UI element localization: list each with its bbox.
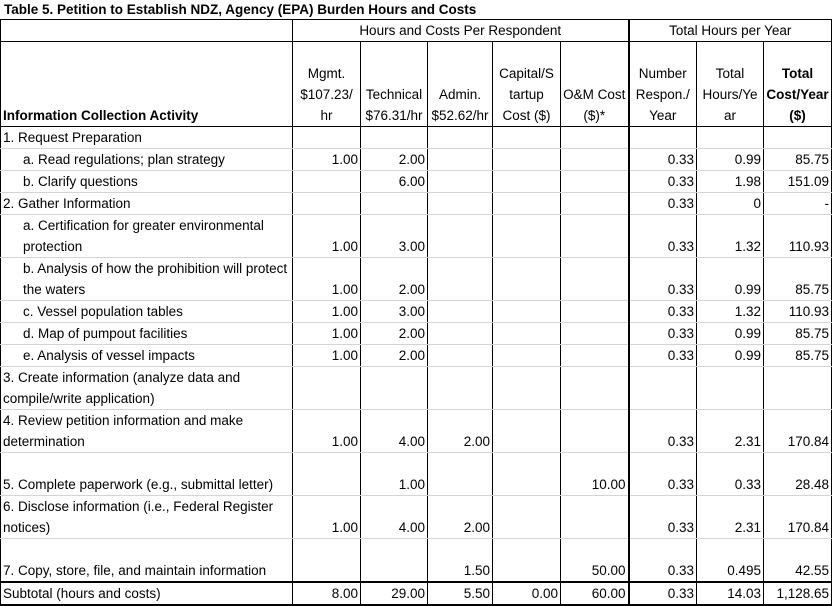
cell-total-cost: - [764, 193, 832, 215]
cell-activity: b. Analysis of how the prohibition will protect the waters [1, 258, 293, 301]
cell-capital [493, 171, 561, 193]
cell-capital [493, 496, 561, 539]
cell-total-hours: 0.99 [697, 345, 764, 367]
cell-number: 0.33 [629, 258, 697, 301]
cell-total-hours: 0.99 [697, 258, 764, 301]
cell-total-cost: 42.55 [764, 539, 832, 583]
cell-admin [428, 149, 493, 171]
cell-activity: 3. Create information (analyze data and compile/write application) [1, 367, 293, 410]
cell-mgmt: 1.00 [293, 258, 361, 301]
cell-total-cost: 110.93 [764, 301, 832, 323]
col-header-technical: Technical $76.31/hr [361, 42, 428, 127]
col-header-total-cost: Total Cost/Year ($) [764, 42, 832, 127]
cell-total-cost [764, 367, 832, 410]
table-row [1, 539, 832, 583]
cell-technical: 2.00 [361, 149, 428, 171]
cell-om [561, 410, 629, 453]
cell-number: 0.33 [629, 171, 697, 193]
group-header-row [1, 20, 832, 42]
cell-capital [493, 367, 561, 410]
cell-mgmt: 1.00 [293, 149, 361, 171]
cell-technical [361, 367, 428, 410]
cell-activity: 1. Request Preparation [1, 127, 293, 149]
cell-admin [428, 127, 493, 149]
cell-capital [493, 410, 561, 453]
cell-admin [428, 258, 493, 301]
table-row [1, 410, 832, 453]
cell-activity: a. Read regulations; plan strategy [1, 149, 293, 171]
cell-activity: c. Vessel population tables [1, 301, 293, 323]
cell-admin [428, 453, 493, 496]
cell-capital [493, 453, 561, 496]
cell-admin: 5.50 [428, 582, 493, 605]
burden-table [0, 19, 832, 606]
cell-activity: e. Analysis of vessel impacts [1, 345, 293, 367]
cell-total-hours: 0 [697, 193, 764, 215]
group-header-per-respondent: Hours and Costs Per Respondent [293, 20, 629, 42]
cell-capital [493, 323, 561, 345]
cell-admin [428, 301, 493, 323]
cell-capital [493, 345, 561, 367]
cell-activity: a. Certification for greater environmental protection [1, 215, 293, 258]
table-row [1, 171, 832, 193]
cell-total-hours: 0.99 [697, 323, 764, 345]
cell-activity: 5. Complete paperwork (e.g., submittal letter) [1, 453, 293, 496]
cell-om [561, 149, 629, 171]
table-row [1, 345, 832, 367]
cell-om [561, 345, 629, 367]
cell-total-cost: 1,128.65 [764, 582, 832, 605]
cell-mgmt: 8.00 [293, 582, 361, 605]
table-row [1, 453, 832, 496]
cell-number: 0.33 [629, 323, 697, 345]
cell-total-cost: 170.84 [764, 410, 832, 453]
cell-om [561, 367, 629, 410]
cell-capital [493, 258, 561, 301]
cell-mgmt [293, 171, 361, 193]
cell-technical: 2.00 [361, 345, 428, 367]
cell-mgmt: 1.00 [293, 345, 361, 367]
cell-technical: 2.00 [361, 258, 428, 301]
cell-om [561, 127, 629, 149]
cell-total-cost: 151.09 [764, 171, 832, 193]
cell-number [629, 367, 697, 410]
cell-total-cost: 85.75 [764, 323, 832, 345]
cell-number: 0.33 [629, 496, 697, 539]
col-header-mgmt: Mgmt. $107.23/ hr [293, 42, 361, 127]
cell-total-hours [697, 367, 764, 410]
cell-total-hours: 0.495 [697, 539, 764, 583]
cell-mgmt [293, 453, 361, 496]
cell-total-hours: 0.99 [697, 149, 764, 171]
cell-total-hours: 1.32 [697, 301, 764, 323]
cell-mgmt: 1.00 [293, 301, 361, 323]
cell-number: 0.33 [629, 149, 697, 171]
cell-number: 0.33 [629, 453, 697, 496]
cell-number: 0.33 [629, 410, 697, 453]
cell-capital [493, 215, 561, 258]
subtotal-row [1, 582, 832, 605]
cell-activity: 6. Disclose information (i.e., Federal Register notices) [1, 496, 293, 539]
cell-mgmt: 1.00 [293, 323, 361, 345]
cell-technical: 4.00 [361, 410, 428, 453]
cell-activity: 4. Review petition information and make determination [1, 410, 293, 453]
cell-total-cost: 170.84 [764, 496, 832, 539]
cell-admin: 2.00 [428, 410, 493, 453]
cell-om [561, 496, 629, 539]
cell-admin [428, 367, 493, 410]
cell-number [629, 127, 697, 149]
cell-om: 10.00 [561, 453, 629, 496]
cell-technical: 6.00 [361, 171, 428, 193]
cell-admin [428, 215, 493, 258]
col-header-om: O&M Cost ($)* [561, 42, 629, 127]
cell-total-cost: 85.75 [764, 258, 832, 301]
cell-technical [361, 539, 428, 583]
cell-technical: 3.00 [361, 215, 428, 258]
cell-capital: 0.00 [493, 582, 561, 605]
table-title: Table 5. Petition to Establish NDZ, Agency (EPA) Burden Hours and Costs [4, 2, 477, 17]
cell-om [561, 193, 629, 215]
cell-total-hours: 2.31 [697, 496, 764, 539]
cell-total-cost: 85.75 [764, 345, 832, 367]
cell-capital [493, 127, 561, 149]
cell-total-hours [697, 127, 764, 149]
table-row [1, 323, 832, 345]
cell-mgmt [293, 539, 361, 583]
cell-om [561, 323, 629, 345]
col-header-capital: Capital/S tartup Cost ($) [493, 42, 561, 127]
cell-technical [361, 193, 428, 215]
cell-technical: 2.00 [361, 323, 428, 345]
col-header-number: Number Respon./ Year [629, 42, 697, 127]
cell-activity: 2. Gather Information [1, 193, 293, 215]
cell-admin [428, 171, 493, 193]
cell-activity: 7. Copy, store, file, and maintain information [1, 539, 293, 583]
cell-admin: 2.00 [428, 496, 493, 539]
cell-capital [493, 193, 561, 215]
table-row [1, 367, 832, 410]
cell-technical: 3.00 [361, 301, 428, 323]
table-row [1, 496, 832, 539]
cell-number: 0.33 [629, 193, 697, 215]
cell-om [561, 171, 629, 193]
cell-total-cost: 110.93 [764, 215, 832, 258]
cell-technical [361, 127, 428, 149]
col-header-admin: Admin. $52.62/hr [428, 42, 493, 127]
cell-total-cost [764, 127, 832, 149]
cell-mgmt: 1.00 [293, 410, 361, 453]
cell-total-hours: 1.98 [697, 171, 764, 193]
cell-capital [493, 301, 561, 323]
cell-activity: b. Clarify questions [1, 171, 293, 193]
cell-om [561, 301, 629, 323]
cell-number: 0.33 [629, 582, 697, 605]
cell-om [561, 258, 629, 301]
cell-total-cost: 28.48 [764, 453, 832, 496]
cell-technical: 29.00 [361, 582, 428, 605]
cell-admin [428, 193, 493, 215]
table-row [1, 127, 832, 149]
cell-mgmt: 1.00 [293, 496, 361, 539]
cell-total-hours: 0.33 [697, 453, 764, 496]
cell-admin: 1.50 [428, 539, 493, 583]
cell-total-hours: 1.32 [697, 215, 764, 258]
cell-total-hours: 14.03 [697, 582, 764, 605]
cell-number: 0.33 [629, 301, 697, 323]
cell-mgmt [293, 127, 361, 149]
cell-admin [428, 345, 493, 367]
cell-mgmt: 1.00 [293, 215, 361, 258]
table-row [1, 215, 832, 258]
cell-technical: 1.00 [361, 453, 428, 496]
column-header-row [1, 42, 832, 127]
col-header-activity: Information Collection Activity [1, 42, 293, 127]
cell-om: 60.00 [561, 582, 629, 605]
group-header-per-year: Total Hours per Year [629, 20, 832, 42]
cell-total-cost: 85.75 [764, 149, 832, 171]
table-row [1, 258, 832, 301]
table-row [1, 193, 832, 215]
col-header-total-hours: Total Hours/Ye ar [697, 42, 764, 127]
cell-activity: Subtotal (hours and costs) [1, 582, 293, 605]
table-row [1, 301, 832, 323]
cell-om: 50.00 [561, 539, 629, 583]
cell-admin [428, 323, 493, 345]
cell-number: 0.33 [629, 539, 697, 583]
cell-om [561, 215, 629, 258]
cell-mgmt [293, 193, 361, 215]
table-row [1, 149, 832, 171]
cell-number: 0.33 [629, 215, 697, 258]
cell-technical: 4.00 [361, 496, 428, 539]
cell-number: 0.33 [629, 345, 697, 367]
cell-total-hours: 2.31 [697, 410, 764, 453]
cell-activity: d. Map of pumpout facilities [1, 323, 293, 345]
cell-capital [493, 149, 561, 171]
cell-capital [493, 539, 561, 583]
cell-mgmt [293, 367, 361, 410]
group-header-blank [1, 20, 293, 42]
